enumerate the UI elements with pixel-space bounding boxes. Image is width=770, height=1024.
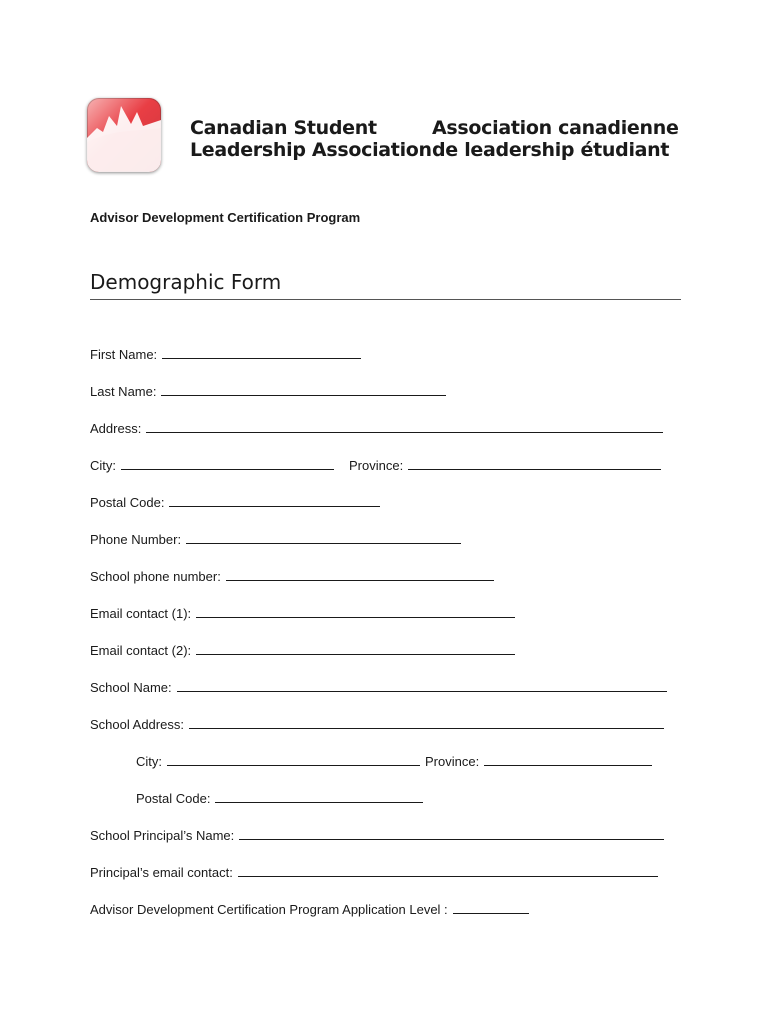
school-address-field[interactable]: [189, 727, 664, 729]
first-name-field[interactable]: [162, 357, 361, 359]
org-name-french-line1: Association canadienne: [432, 117, 679, 139]
org-name-french-line2: de leadership étudiant: [432, 139, 670, 161]
school-name-label: School Name:: [90, 680, 172, 695]
first-name-row: [90, 347, 361, 363]
phone-number-row: [90, 532, 461, 548]
email-2-label: Email contact (2):: [90, 643, 192, 658]
school-phone-label: School phone number:: [90, 569, 221, 584]
last-name-label: Last Name:: [90, 384, 157, 399]
application-level-field[interactable]: [453, 912, 529, 914]
principal-name-field[interactable]: [239, 838, 664, 840]
last-name-field[interactable]: [161, 394, 446, 396]
city-row: [90, 458, 334, 474]
maple-leaf-icon: [87, 98, 161, 172]
school-address-row: [90, 717, 664, 733]
province-label: Province:: [349, 458, 404, 473]
org-name-french: [432, 117, 679, 161]
province-field[interactable]: [408, 468, 661, 470]
title-divider: [90, 299, 681, 300]
postal-code-label: Postal Code:: [90, 495, 165, 510]
email-2-field[interactable]: [196, 653, 515, 655]
org-name-english-line1: Canadian Student: [190, 117, 377, 139]
school-city-field[interactable]: [167, 764, 420, 766]
org-name-english: [190, 117, 432, 161]
email-1-label: Email contact (1):: [90, 606, 192, 621]
org-name-english-line2: Leadership Association: [190, 139, 432, 161]
application-level-label: Advisor Development Certification Program Application Level :: [90, 902, 448, 917]
school-province-row: [425, 754, 652, 770]
principal-name-row: [90, 828, 664, 844]
phone-number-label: Phone Number:: [90, 532, 182, 547]
principal-email-label: Principal’s email contact:: [90, 865, 233, 880]
school-postal-code-row: [136, 791, 423, 807]
address-label: Address:: [90, 421, 142, 436]
address-row: [90, 421, 663, 437]
school-name-field[interactable]: [177, 690, 667, 692]
form-title: Demographic Form: [90, 270, 282, 294]
school-name-row: [90, 680, 667, 696]
school-province-field[interactable]: [484, 764, 652, 766]
principal-email-field[interactable]: [238, 875, 658, 877]
school-province-label: Province:: [425, 754, 480, 769]
school-address-label: School Address:: [90, 717, 184, 732]
program-title: Advisor Development Certification Program: [90, 210, 361, 225]
school-city-label: City:: [136, 754, 162, 769]
school-city-row: [136, 754, 420, 770]
address-field[interactable]: [146, 431, 663, 433]
postal-code-field[interactable]: [169, 505, 380, 507]
phone-number-field[interactable]: [186, 542, 461, 544]
principal-name-label: School Principal’s Name:: [90, 828, 235, 843]
application-level-row: [90, 902, 529, 918]
province-row: [349, 458, 661, 474]
email-2-row: [90, 643, 515, 659]
school-postal-code-label: Postal Code:: [136, 791, 211, 806]
city-field[interactable]: [121, 468, 334, 470]
city-label: City:: [90, 458, 116, 473]
email-1-row: [90, 606, 515, 622]
school-postal-code-field[interactable]: [215, 801, 423, 803]
first-name-label: First Name:: [90, 347, 158, 362]
last-name-row: [90, 384, 446, 400]
email-1-field[interactable]: [196, 616, 515, 618]
school-phone-field[interactable]: [226, 579, 494, 581]
school-phone-row: [90, 569, 494, 585]
principal-email-row: [90, 865, 658, 881]
postal-code-row: [90, 495, 380, 511]
csla-logo: [87, 98, 161, 172]
